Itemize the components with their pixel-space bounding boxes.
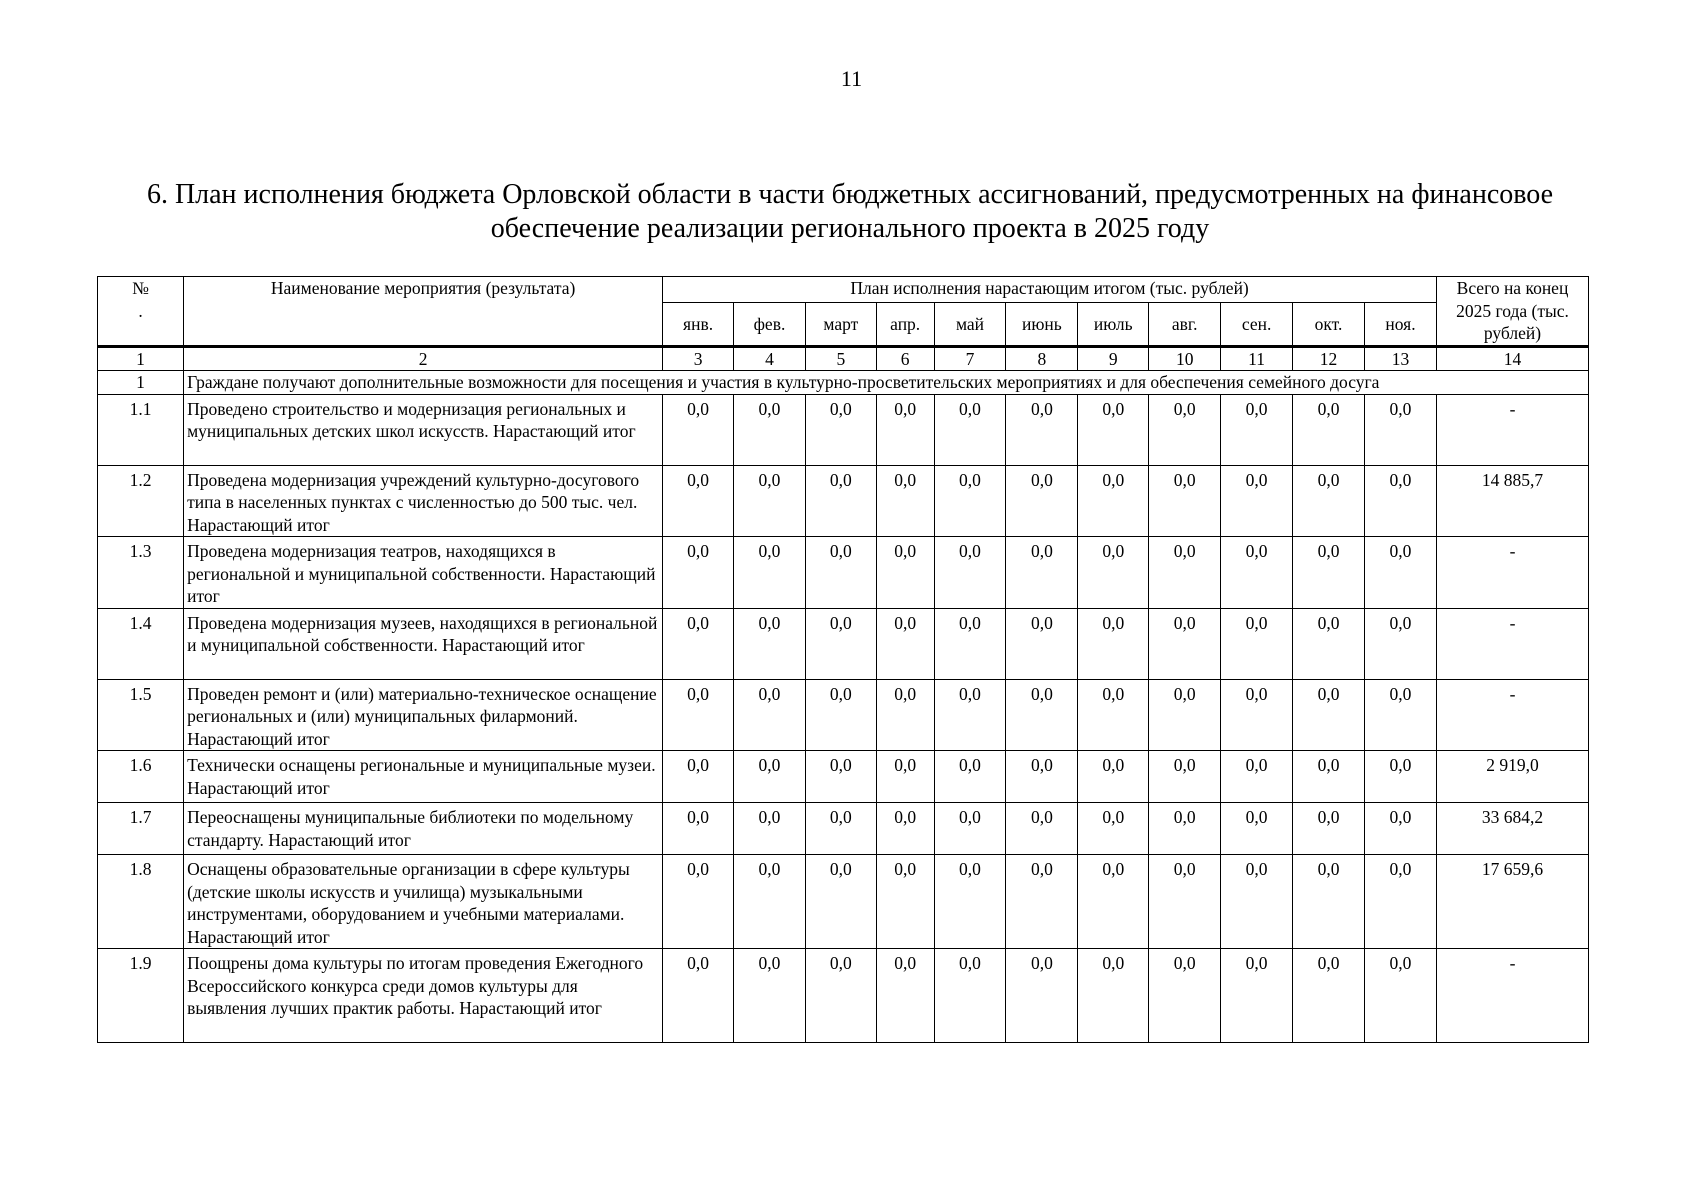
row-month-value: 0,0 (1006, 855, 1078, 949)
row-month-value: 0,0 (734, 465, 806, 537)
row-month-value: 0,0 (1006, 465, 1078, 537)
section-text: Граждане получают дополнительные возможности для посещения и участия в культурно-просветительских мероприятиях и для обеспечения семейного досуга (184, 371, 1589, 395)
column-number: 5 (805, 346, 876, 371)
row-month-value: 0,0 (1293, 855, 1365, 949)
section-row (98, 371, 1589, 395)
row-month-value: 0,0 (734, 537, 806, 609)
table-row (98, 608, 1589, 679)
row-month-value: 0,0 (663, 751, 734, 803)
row-number: 1.3 (98, 537, 184, 609)
column-number: 12 (1293, 346, 1365, 371)
row-month-value: 0,0 (1221, 855, 1293, 949)
row-month-value: 0,0 (1078, 803, 1149, 855)
row-month-value: 0,0 (1006, 679, 1078, 751)
row-month-value: 0,0 (1364, 537, 1436, 609)
row-month-value: 0,0 (1364, 949, 1436, 1043)
header-number-label: № (132, 278, 149, 298)
row-month-value: 0,0 (1364, 394, 1436, 465)
row-month-value: 0,0 (1149, 537, 1221, 609)
row-number: 1.1 (98, 394, 184, 465)
row-month-value: 0,0 (1078, 855, 1149, 949)
row-month-value: 0,0 (1006, 537, 1078, 609)
column-number: 7 (934, 346, 1006, 371)
row-month-value: 0,0 (734, 394, 806, 465)
column-number: 10 (1149, 346, 1221, 371)
row-month-value: 0,0 (1364, 855, 1436, 949)
column-numbers-row (98, 346, 1589, 371)
row-month-value: 0,0 (1221, 537, 1293, 609)
row-month-value: 0,0 (805, 855, 876, 949)
row-month-value: 0,0 (1293, 465, 1365, 537)
header-number (98, 277, 184, 347)
row-month-value: 0,0 (1078, 394, 1149, 465)
row-month-value: 0,0 (1078, 608, 1149, 679)
row-month-value: 0,0 (1006, 949, 1078, 1043)
row-month-value: 0,0 (805, 949, 876, 1043)
row-month-value: 0,0 (1149, 855, 1221, 949)
table-row (98, 679, 1589, 751)
row-month-value: 0,0 (1149, 751, 1221, 803)
row-month-value: 0,0 (734, 751, 806, 803)
header-month: авг. (1149, 302, 1221, 346)
row-month-value: 0,0 (805, 751, 876, 803)
row-month-value: 0,0 (1293, 608, 1365, 679)
header-month: май (934, 302, 1006, 346)
row-month-value: 0,0 (934, 537, 1006, 609)
row-month-value: 0,0 (1006, 394, 1078, 465)
row-number: 1.9 (98, 949, 184, 1043)
row-month-value: 0,0 (934, 803, 1006, 855)
column-number: 4 (734, 346, 806, 371)
row-month-value: 0,0 (663, 803, 734, 855)
column-number: 2 (184, 346, 663, 371)
row-number: 1.4 (98, 608, 184, 679)
row-number: 1.2 (98, 465, 184, 537)
row-number: 1.6 (98, 751, 184, 803)
row-month-value: 0,0 (1078, 537, 1149, 609)
row-month-value: 0,0 (663, 465, 734, 537)
row-number: 1.5 (98, 679, 184, 751)
row-month-value: 0,0 (876, 679, 934, 751)
row-name: Проведена модернизация учреждений культурно-досугового типа в населенных пунктах с численностью до 500 тыс. чел. Нарастающий итог (184, 465, 663, 537)
row-month-value: 0,0 (1149, 394, 1221, 465)
row-month-value: 0,0 (934, 608, 1006, 679)
section-number: 1 (98, 371, 184, 395)
column-number: 1 (98, 346, 184, 371)
row-month-value: 0,0 (1149, 803, 1221, 855)
row-total: 17 659,6 (1437, 855, 1589, 949)
row-name: Проведена модернизация музеев, находящихся в региональной и муниципальной собственности. Нарастающий итог (184, 608, 663, 679)
header-month: ноя. (1364, 302, 1436, 346)
header-month: окт. (1293, 302, 1365, 346)
row-month-value: 0,0 (1221, 803, 1293, 855)
row-month-value: 0,0 (876, 537, 934, 609)
row-month-value: 0,0 (1149, 679, 1221, 751)
row-month-value: 0,0 (805, 465, 876, 537)
row-month-value: 0,0 (934, 949, 1006, 1043)
row-month-value: 0,0 (1149, 949, 1221, 1043)
row-month-value: 0,0 (1006, 803, 1078, 855)
row-month-value: 0,0 (663, 537, 734, 609)
row-number: 1.8 (98, 855, 184, 949)
row-month-value: 0,0 (663, 949, 734, 1043)
header-month: янв. (663, 302, 734, 346)
row-month-value: 0,0 (734, 679, 806, 751)
row-month-value: 0,0 (1293, 949, 1365, 1043)
row-month-value: 0,0 (1078, 465, 1149, 537)
column-number: 8 (1006, 346, 1078, 371)
row-month-value: 0,0 (805, 608, 876, 679)
header-month: фев. (734, 302, 806, 346)
row-name: Технически оснащены региональные и муниципальные музеи. Нарастающий итог (184, 751, 663, 803)
row-month-value: 0,0 (1078, 949, 1149, 1043)
row-month-value: 0,0 (663, 679, 734, 751)
row-name: Поощрены дома культуры по итогам проведения Ежегодного Всероссийского конкурса среди домов культуры для выявления лучших практик работы. Нарастающий итог (184, 949, 663, 1043)
row-month-value: 0,0 (876, 394, 934, 465)
row-total: 2 919,0 (1437, 751, 1589, 803)
row-month-value: 0,0 (1078, 679, 1149, 751)
column-number: 11 (1221, 346, 1293, 371)
row-month-value: 0,0 (876, 803, 934, 855)
row-month-value: 0,0 (1293, 679, 1365, 751)
row-name: Проведена модернизация театров, находящихся в региональной и муниципальной собственности. Нарастающий итог (184, 537, 663, 609)
row-month-value: 0,0 (805, 394, 876, 465)
table-row (98, 465, 1589, 537)
header-month: апр. (876, 302, 934, 346)
row-month-value: 0,0 (1006, 751, 1078, 803)
row-total: 14 885,7 (1437, 465, 1589, 537)
row-total: - (1437, 394, 1589, 465)
header-month: июль (1078, 302, 1149, 346)
row-month-value: 0,0 (1078, 751, 1149, 803)
row-month-value: 0,0 (1293, 394, 1365, 465)
row-month-value: 0,0 (1293, 537, 1365, 609)
row-month-value: 0,0 (1293, 803, 1365, 855)
row-name: Оснащены образовательные организации в сфере культуры (детские школы искусств и училища) музыкальными инструментами, оборудованием и учебными материалами. Нарастающий итог (184, 855, 663, 949)
table-row (98, 537, 1589, 609)
row-month-value: 0,0 (876, 465, 934, 537)
row-month-value: 0,0 (934, 751, 1006, 803)
header-number-sub: . (138, 300, 143, 321)
row-month-value: 0,0 (1221, 608, 1293, 679)
row-month-value: 0,0 (1364, 608, 1436, 679)
row-total: - (1437, 949, 1589, 1043)
row-month-value: 0,0 (805, 679, 876, 751)
column-number: 3 (663, 346, 734, 371)
document-title: 6. План исполнения бюджета Орловской области в части бюджетных ассигнований, предусмотренных на финансовое обеспечение реализации регионального проекта в 2025 году (146, 179, 1554, 244)
table-row (98, 394, 1589, 465)
row-month-value: 0,0 (663, 855, 734, 949)
row-month-value: 0,0 (876, 855, 934, 949)
column-number: 9 (1078, 346, 1149, 371)
row-month-value: 0,0 (934, 465, 1006, 537)
row-month-value: 0,0 (805, 537, 876, 609)
row-month-value: 0,0 (1221, 751, 1293, 803)
row-month-value: 0,0 (734, 949, 806, 1043)
row-total: - (1437, 679, 1589, 751)
row-month-value: 0,0 (934, 394, 1006, 465)
column-number: 14 (1437, 346, 1589, 371)
header-total: Всего на конец 2025 года (тыс. рублей) (1437, 277, 1589, 347)
row-month-value: 0,0 (663, 608, 734, 679)
table-row (98, 949, 1589, 1043)
row-name: Проведен ремонт и (или) материально-техническое оснащение региональных и (или) муниципальных филармоний. Нарастающий итог (184, 679, 663, 751)
row-month-value: 0,0 (1221, 949, 1293, 1043)
row-month-value: 0,0 (1364, 465, 1436, 537)
row-month-value: 0,0 (1221, 679, 1293, 751)
header-month: июнь (1006, 302, 1078, 346)
row-month-value: 0,0 (805, 803, 876, 855)
row-number: 1.7 (98, 803, 184, 855)
header-plan: План исполнения нарастающим итогом (тыс. рублей) (663, 277, 1437, 303)
row-month-value: 0,0 (1149, 608, 1221, 679)
row-month-value: 0,0 (1364, 803, 1436, 855)
row-month-value: 0,0 (876, 608, 934, 679)
row-total: - (1437, 608, 1589, 679)
row-month-value: 0,0 (934, 855, 1006, 949)
row-month-value: 0,0 (1221, 394, 1293, 465)
row-total: 33 684,2 (1437, 803, 1589, 855)
header-name: Наименование мероприятия (результата) (184, 277, 663, 347)
row-month-value: 0,0 (734, 855, 806, 949)
row-month-value: 0,0 (876, 949, 934, 1043)
row-month-value: 0,0 (1149, 465, 1221, 537)
row-name: Проведено строительство и модернизация региональных и муниципальных детских школ искусств. Нарастающий итог (184, 394, 663, 465)
table-row (98, 855, 1589, 949)
row-month-value: 0,0 (1364, 679, 1436, 751)
header-month: сен. (1221, 302, 1293, 346)
row-month-value: 0,0 (1293, 751, 1365, 803)
row-month-value: 0,0 (1221, 465, 1293, 537)
row-month-value: 0,0 (876, 751, 934, 803)
table-row (98, 751, 1589, 803)
row-month-value: 0,0 (1006, 608, 1078, 679)
page-number: 11 (840, 66, 863, 91)
row-month-value: 0,0 (663, 394, 734, 465)
column-number: 13 (1364, 346, 1436, 371)
row-month-value: 0,0 (934, 679, 1006, 751)
header-month: март (805, 302, 876, 346)
row-name: Переоснащены муниципальные библиотеки по модельному стандарту. Нарастающий итог (184, 803, 663, 855)
column-number: 6 (876, 346, 934, 371)
row-month-value: 0,0 (734, 608, 806, 679)
row-total: - (1437, 537, 1589, 609)
budget-plan-table (97, 276, 1589, 1043)
row-month-value: 0,0 (734, 803, 806, 855)
table-row (98, 803, 1589, 855)
row-month-value: 0,0 (1364, 751, 1436, 803)
